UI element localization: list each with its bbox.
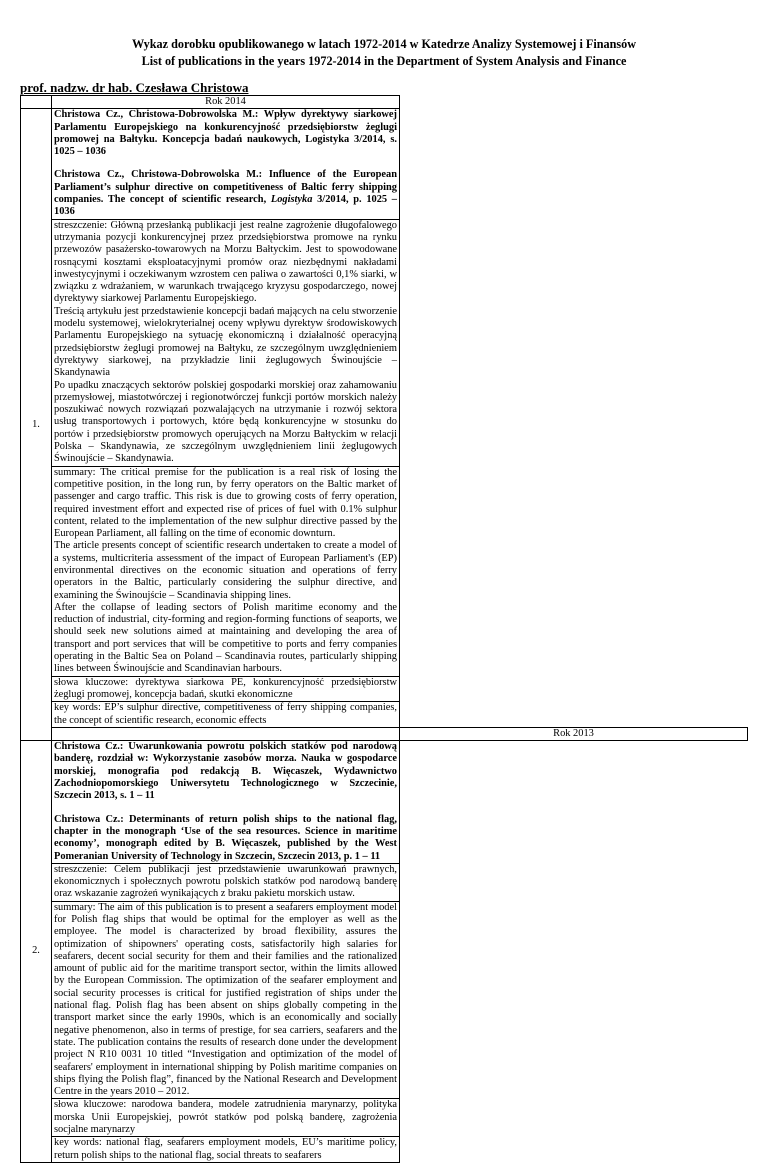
document-header xyxy=(0,36,768,70)
abstract-polish: streszczenie: Celem publikacji jest przedstawienie uwarunkowań prawnych, ekonomicznych i społecznych powrotu polskich statków pod narodową banderę oraz wskazanie zagrożeń wynikających z braku pakietu morskich ustaw. xyxy=(52,863,400,901)
keywords-english: key words: national flag, seafarers employment models, EU’s maritime policy, return polish ships to the national flag, social threats to seafarers xyxy=(52,1137,400,1163)
summary-paragraph: After the collapse of leading sectors of Polish maritime economy and the reduction of industrial, city-forming and region-forming functions of seaports, we should seek new solutions aimed at maintaining and developing the area of transport and port services that will be competitive to ports and ferry companies operating in the Baltic Sea on Poland – Scandinavia routes, particularly shipping lines between Świnoujście and Scandinavian harbours. xyxy=(54,601,397,675)
summary-paragraph: summary: The critical premise for the publication is a real risk of losing the competitive position, in the long run, by ferry operators on the Baltic market of passenger and cargo traffic. This risk is due to growing costs of ferry operation, required investment effort and expected rise of prices of fuel with 0.1% sulphur content, related to the implementation of the new sulphur directive passed by the European Parliament, all falling on the time of economic downturn. xyxy=(54,466,397,540)
publications-table xyxy=(20,95,748,1163)
abstract-paragraph: Treścią artykułu jest przedstawienie koncepcji badań mających na celu stworzenie modelu systemowej, wielokryterialnej oceny wpływu dyrektyw środowiskowych Parlamentu Europejskiego na sytuację ekonomiczną i działalność operacyjną przedsiębiorstw żeglugi promowej na Bałtyku, ze szczególnym uwzględnieniem dyrektywy siarkowej, na przykładzie linii żeglugowych Świnoujście – Skandynawia xyxy=(54,305,397,379)
summary-paragraph: The article presents concept of scientific research undertaken to create a model of a systems, multicriteria assessment of the impact of European Parliament's (EP) environmental directives on the economic situation and operations of ferry operators in the Baltic, particularly considering the sulphur directive, and examining the Świnoujście – Scandinavia shipping lines. xyxy=(54,540,397,601)
title-english: List of publications in the years 1972-2014 in the Department of System Analysis and Finance xyxy=(141,54,627,68)
year-heading: Rok 2013 xyxy=(400,727,748,740)
title-polish: Wykaz dorobku opublikowanego w latach 1972-2014 w Katedrze Analizy Systemowej i Finansów xyxy=(131,37,637,51)
number-cell-empty xyxy=(21,96,52,109)
entry-title-polish: Christowa Cz.: Uwarunkowania powrotu polskich statków pod narodową banderę, rozdział w: Wykorzystanie zasobów morza. Nauka w gospodarce morskiej, monografia pod redakcją B. Więcaszek, Wydawnictwo Zachodniopomorskiego Uniwersytetu Technologicznego w Szczecinie, Szczecin 2013, s. 1 – 11 xyxy=(54,741,397,802)
entry-titles xyxy=(52,741,400,864)
entry-title-english: Christowa Cz., Christowa-Dobrowolska M.: Influence of the European Parliament’s sulphur directive on competitiveness of Baltic ferry shipping companies. The concept of scientific research, Logistyka 3/2014, p. 1025 – 1036 xyxy=(54,169,397,218)
entry-title-polish: Christowa Cz., Christowa-Dobrowolska M.: Wpływ dyrektywy siarkowej Parlamentu Europejskiego na konkurencyjność przedsiębiorstw żeglugi promowej na Bałtyku. Koncepcja badań naukowych, Logistyka 3/2014, s. 1025 – 1036 xyxy=(54,109,397,158)
number-cell-empty xyxy=(52,727,400,740)
author-name: prof. nadzw. dr hab. Czesława Christowa xyxy=(20,80,249,95)
year-heading: Rok 2014 xyxy=(52,96,400,109)
abstract-english xyxy=(52,466,400,676)
abstract-polish xyxy=(52,219,400,466)
keywords-english: key words: EP’s sulphur directive, competitiveness of ferry shipping companies, the concept of scientific research, economic effects xyxy=(52,702,400,728)
entry-number: 1. xyxy=(21,109,52,741)
entry-titles xyxy=(52,109,400,219)
entry-title-english: Christowa Cz.: Determinants of return polish ships to the national flag, chapter in the monograph ‘Use of the sea resources. Science in maritime economy’, monograph edited by B. Więcaszek, published by the West Pomeranian University of Technology in Szczecin, Szczecin 2013, p. 1 – 11 xyxy=(54,813,397,862)
abstract-english: summary: The aim of this publication is to present a seafarers employment model for Polish flag ships that would be optimal for the employer as well as the employee. The model is characterized by broad flexibility, assures the optimization of shipowners' operating costs, satisfactorily high salaries for seafarers, decent social security for them and their families and the rationalized amount of public aid for the maritime transport sector, within the limits allowed by the European Commission. The optimization of the seafarer employment and social security processes is critical for justified registration of ships under the national flag. Polish flag has been absent on ships globally competing in the transport market since the early 1990s, which is an economically and socially negative phenomenon, also in terms of prestige, for sea carriers, seafarers and the state. The publication contains the results of research done under the development project N R10 0031 10 titled “Investigation and optimization of the model of seafarers' employment in international shipping by Polish maritime companies on ships flying the Polish flag”, financed by the National Research and Development Centre in the years 2010 – 2012. xyxy=(52,901,400,1099)
keywords-polish: słowa kluczowe: dyrektywa siarkowa PE, konkurencyjność przedsiębiorstw żeglugi promowej, koncepcja badań, skutki ekonomiczne xyxy=(52,676,400,702)
keywords-polish: słowa kluczowe: narodowa bandera, modele zatrudnienia marynarzy, polityka morska Unii Europejskiej, powrót statków pod polską banderę, zagrożenia socjalne marynarzy xyxy=(52,1099,400,1137)
entry-number: 2. xyxy=(21,741,52,1163)
abstract-paragraph: streszczenie: Główną przesłanką publikacji jest realne zagrożenie długofalowego utrzymania pozycji konkurencyjnej przez przedsiębiorstwa promowe na rynku przewozów pasażersko-towarowych na Morzu Bałtyckim. Jest to spowodowane rosnącymi kosztami eksploatacyjnymi promów oraz niezbędnymi nakładami inwestycyjnymi i oczekiwanym wzrostem cen paliwa o zawartości 0,1% siarki, w związku z wdrażaniem, w warunkach trwającego kryzysu gospodarczego, nowej dyrektywy siarkowej Parlamentu Europejskiego. xyxy=(54,219,397,305)
abstract-paragraph: Po upadku znaczących sektorów polskiej gospodarki morskiej oraz zahamowaniu przemysłowej, miastotwórczej i regionotwórczej funkcji portów morskich należy poszukiwać nowych rozwiązań pozwalających na utrzymanie i rozwój sektora usług transportowych i portowych, które będą konkurencyjne w stosunku do portów i przedsiębiorstw promowych operujących na Morzu Bałtyckim w relacji Polska – Skandynawia, ze szczególnym uwzględnieniem linii żeglugowych Świnoujście – Skandynawia. xyxy=(54,379,397,465)
